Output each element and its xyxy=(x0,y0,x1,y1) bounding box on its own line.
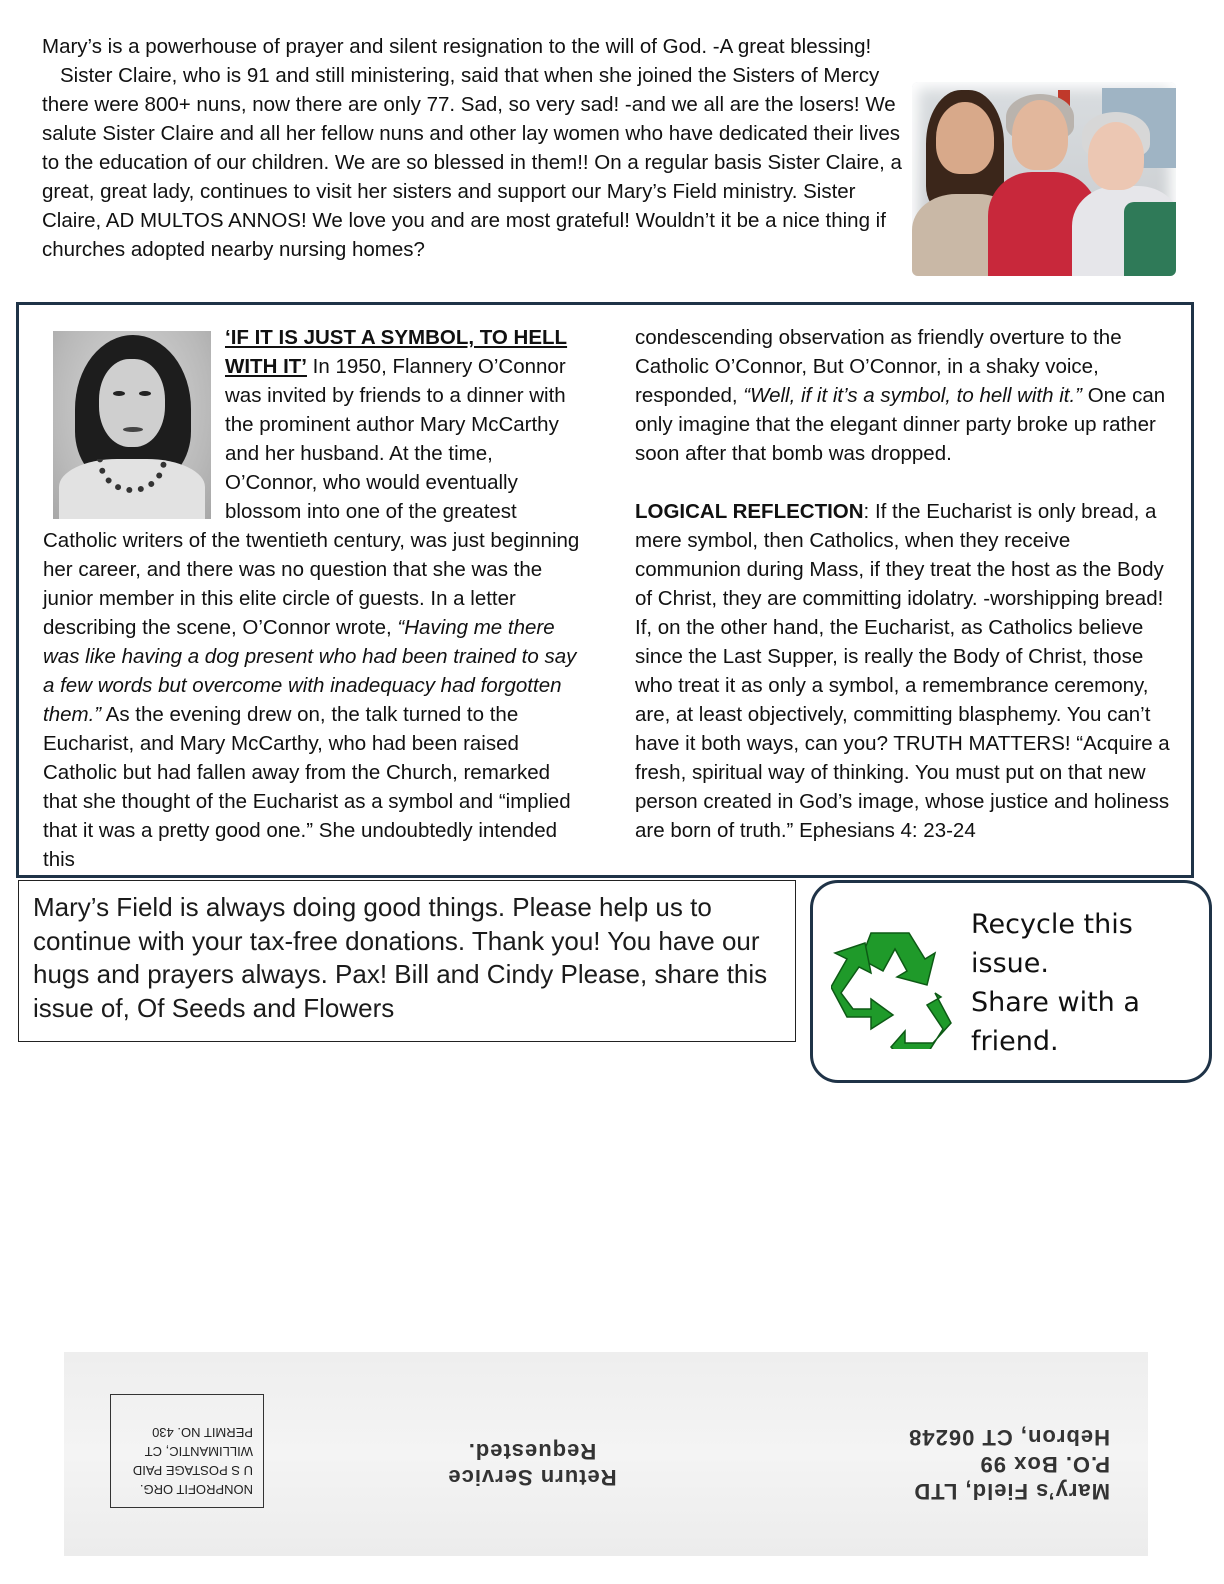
reflection-label: LOGICAL REFLECTION xyxy=(635,500,864,523)
article-right-quote: “Well, if it it’s a symbol, to hell with it.” xyxy=(743,384,1083,407)
recycle-line2: issue. xyxy=(971,948,1049,979)
recycle-line1: Recycle this xyxy=(971,909,1133,940)
postage-permit-box xyxy=(110,1394,264,1508)
address-line2: P.O. Box 99 xyxy=(979,1452,1110,1477)
return-service-notice xyxy=(432,1438,632,1490)
recycle-message xyxy=(971,905,1201,1061)
reflection-text: : If the Eucharist is only bread, a mere symbol, then Catholics, when they receive communion during Mass, if they treat the host as the Body of Christ, they are committing idolatry. -worshipping bread! If, on the other hand, the Eucharist, as Catholics believe since the Last Supper, is really the Body of Christ, those who treat it as only a symbol, a remembrance ceremony, are, at least objectively, committing blasphemy. You can’t have it both ways, can you? TRUTH MATTERS! “Acquire a fresh, spiritual way of thinking. You must put on that new person created in God’s image, whose justice and holiness are born of truth.” Ephesians 4: 23-24 xyxy=(635,500,1170,842)
address-line3: Hebron, CT 06248 xyxy=(908,1425,1110,1450)
article-headline: ‘IF IT IS JUST A SYMBOL, TO HELL WITH IT’ xyxy=(225,326,568,378)
return-line2: Requested. xyxy=(467,1439,597,1464)
recycle-line4: friend. xyxy=(971,1026,1059,1057)
logical-reflection-para xyxy=(635,497,1180,845)
article-right-para xyxy=(635,323,1180,468)
article-right-column xyxy=(635,323,1180,845)
article-left-p1: In 1950, Flannery O’Connor was invited by friends to a dinner with the prominent author Mary McCarthy and her husband. At the time, O’Connor, who would eventually blossom into one of the greatest Catholic writers of the twentieth century, was just beginning her career, and there was no question that she was the junior member in this elite circle of guests. In a letter describing the scene, O’Connor wrote, xyxy=(43,355,580,639)
recycle-icon xyxy=(831,923,959,1049)
donation-text: Mary’s Field is always doing good things. Please help us to continue with your tax-free donations. Thank you! You have our hugs and prayers always. Pax! Bill and Cindy Please, share this issue of, Of Seeds and Flowers xyxy=(33,892,768,1023)
feature-article-box xyxy=(16,302,1194,878)
article-left-column xyxy=(43,323,588,874)
article-right-p1: condescending observation as friendly overture to the Catholic O’Connor, But O’Connor, in a shaky voice, responded, xyxy=(635,326,1122,407)
sisters-photo xyxy=(912,82,1176,276)
recycle-line3: Share with a xyxy=(971,987,1140,1018)
donation-box xyxy=(18,880,796,1042)
mailing-panel xyxy=(64,1352,1148,1556)
recycle-box xyxy=(810,880,1212,1083)
article-right-p2: One can only imagine that the elegant dinner party broke up rather soon after that bomb was dropped. xyxy=(635,384,1166,465)
address-line1: Mary’s Field, LTD xyxy=(913,1479,1110,1504)
permit-line4: PERMIT NO. 430 xyxy=(152,1425,253,1440)
article-left-quote: “Having me there was like having a dog present who had been trained to say a few words but overcome with inadequacy had forgotten them.” xyxy=(43,616,577,726)
permit-line1: NONPROFIT ORG. xyxy=(139,1482,253,1497)
intro-para2: Sister Claire, who is 91 and still ministering, said that when she joined the Sisters of Mercy there were 800+ nuns, now there are only 77. Sad, so very sad! -and we all are the losers! We salute Sister Claire and all her fellow nuns and other lay women who have dedicated their lives to the education of our children. We are so blessed in them!! On a regular basis Sister Claire, a great, great lady, continues to visit her sisters and support our Mary’s Field ministry. Sister Claire, AD MULTOS ANNOS! We love you and are most grateful! Wouldn’t it be a nice thing if churches adopted nearby nursing homes? xyxy=(42,64,902,261)
article-left-p2: As the evening drew on, the talk turned to the Eucharist, and Mary McCarthy, who had been raised Catholic but had fallen away from the Church, remarked that she thought of the Eucharist as a symbol and “implied that it was a pretty good one.” She undoubtedly intended this xyxy=(43,703,571,871)
return-line1: Return Service xyxy=(447,1465,617,1490)
permit-line2: U S POSTAGE PAID xyxy=(132,1463,253,1478)
return-address xyxy=(870,1424,1110,1505)
intro-text xyxy=(42,32,912,264)
permit-line3: WILLIMANTIC, CT xyxy=(144,1444,253,1459)
intro-line1: Mary’s is a powerhouse of prayer and silent resignation to the will of God. -A great blessing! xyxy=(42,35,872,58)
